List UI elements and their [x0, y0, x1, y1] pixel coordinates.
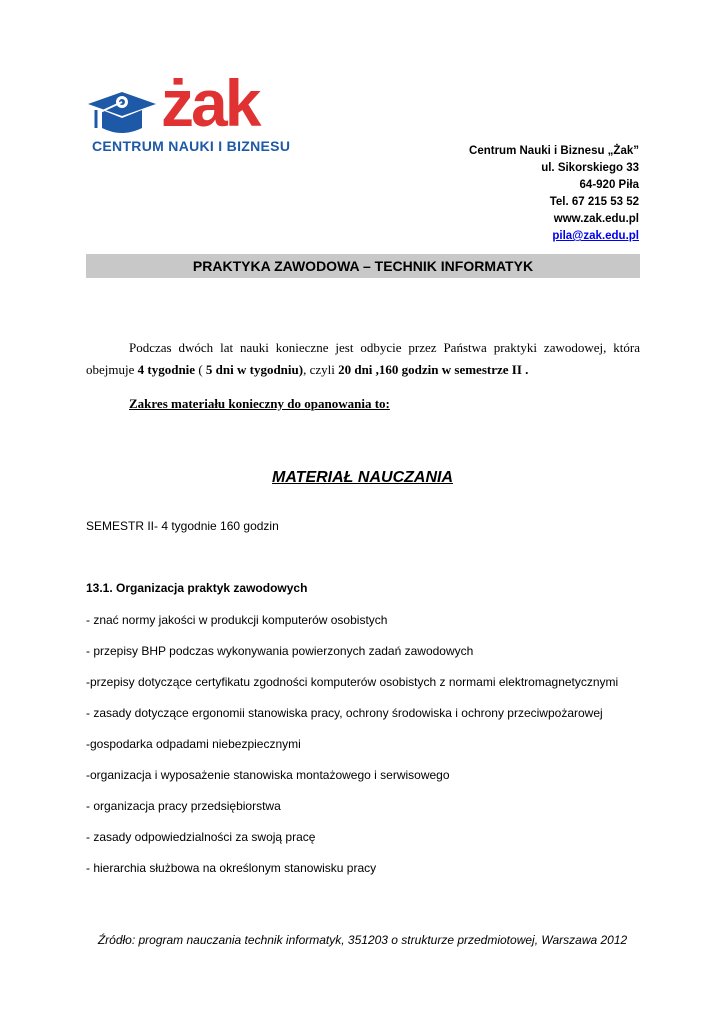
contact-name: Centrum Nauki i Biznesu „Żak”: [469, 145, 639, 157]
intro-bold-3: 20 dni ,160 godzin w semestrze II .: [338, 362, 529, 377]
list-item: - zasady dotyczące ergonomii stanowiska pracy, ochrony środowiska i ochrony przeciwpożarowej: [86, 706, 603, 720]
list-item: -organizacja i wyposażenie stanowiska montażowego i serwisowego: [86, 768, 450, 782]
material-heading: MATERIAŁ NAUCZANIA: [271, 469, 453, 486]
list-item: - organizacja pracy przedsiębiorstwa: [86, 799, 281, 813]
list-item: -gospodarka odpadami niebezpiecznymi: [86, 737, 301, 751]
contact-website: www.zak.edu.pl: [553, 213, 639, 225]
logo-brand: żak: [161, 66, 259, 140]
section-heading: 13.1. Organizacja praktyk zawodowych: [86, 581, 308, 595]
source-note: Źródło: program nauczania technik informatyk, 351203 o strukturze przedmiotowej, Warszawa 2012: [97, 933, 628, 947]
logo: [86, 66, 291, 156]
intro-text-3: , czyli: [303, 362, 339, 377]
graduation-cap-icon: [86, 88, 158, 144]
intro-text-2: (: [195, 362, 206, 377]
intro-bold-1: 4 tygodnie: [137, 362, 196, 377]
list-item: - znać normy jakości w produkcji komputerów osobistych: [86, 613, 388, 627]
list-item: -przepisy dotyczące certyfikatu zgodności komputerów osobistych z normami elektromagnetycznymi: [86, 675, 619, 689]
intro-text-1: Podczas dwóch lat nauki konieczne jest odbycie przez Państwa praktyki zawodowej, która obejmuje: [86, 340, 640, 377]
contact-street: ul. Sikorskiego 33: [541, 162, 639, 174]
intro-bold-2: 5 dni w tygodniu): [205, 362, 304, 377]
contact-city: 64-920 Piła: [579, 179, 639, 191]
contact-phone: Tel. 67 215 53 52: [549, 196, 639, 208]
contact-block: [469, 143, 639, 245]
page-title: PRAKTYKA ZAWODOWA – TECHNIK INFORMATYK: [86, 254, 640, 278]
requirements-list: [86, 612, 646, 891]
intro-paragraph: [86, 337, 640, 381]
scope-heading: Zakres materiału konieczny do opanowania to:: [129, 396, 390, 411]
logo-subtitle: CENTRUM NAUKI I BIZNESU: [92, 138, 291, 154]
list-item: - zasady odpowiedzialności za swoją pracę: [86, 830, 316, 844]
semester-line: SEMESTR II- 4 tygodnie 160 godzin: [86, 519, 279, 533]
contact-email-link[interactable]: pila@zak.edu.pl: [552, 230, 639, 242]
list-item: - hierarchia służbowa na określonym stanowisku pracy: [86, 861, 377, 875]
list-item: - przepisy BHP podczas wykonywania powierzonych zadań zawodowych: [86, 644, 474, 658]
